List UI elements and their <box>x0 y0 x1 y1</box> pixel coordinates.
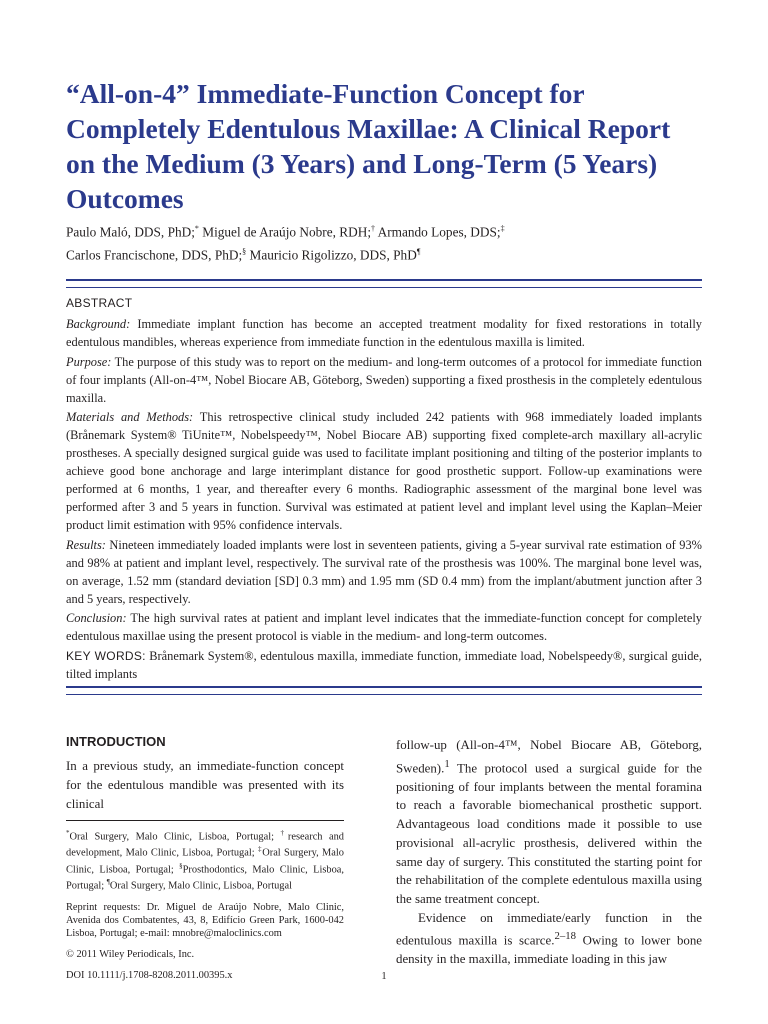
section-text: Immediate implant function has become an accepted treatment modality for fixed restorations in totally edentulous mandibles, whereas experience from immediate function in the edentulous maxilla is limited. <box>66 316 702 349</box>
abstract-conclusion <box>66 610 702 646</box>
section-text: The purpose of this study was to report on the medium- and long-term outcomes of a protocol for immediate function of four implants (All-on-4™, Nobel Biocare AB, Göteborg, Sweden) supporting a fixed prosthesis in the completely edentulous maxilla. <box>66 354 702 405</box>
author-mark: ¶ <box>416 247 421 257</box>
reprint-requests: Reprint requests: Dr. Miguel de Araújo Nobre, Malo Clinic, Avenida dos Combatentes, 43, 8, Edifício Green Park, 1600-042 Lisboa, Portugal; e-mail: mnobre@maloclinics.com <box>66 901 344 939</box>
section-label: Materials and Methods: <box>66 410 194 425</box>
section-label: Purpose: <box>66 354 112 369</box>
section-label: Conclusion: <box>66 611 127 626</box>
abstract-heading: ABSTRACT <box>66 296 133 310</box>
citation-mark: 1 <box>444 757 450 770</box>
footnote-mark: § <box>179 861 183 870</box>
abstract-results <box>66 537 702 609</box>
author-mark: † <box>371 224 376 233</box>
affiliation-text: Oral Surgery, Malo Clinic, Lisboa, Portugal <box>109 880 292 892</box>
introduction-paragraph <box>396 909 702 969</box>
abstract-keywords <box>66 648 702 684</box>
author-name: Miguel de Araújo Nobre, RDH; <box>198 224 372 240</box>
affiliations-footnote <box>66 827 344 893</box>
section-text: Nineteen immediately loaded implants were lost in seventeen patients, giving a 5-year survival rate estimation of 93% and 98% at patient and implant level, respectively. The survival rate of the prosthesis was 100%. The marginal bone level was, on average, 1.52 mm (standard deviation [SD] 0.3 mm) and 1.95 mm (SD 0.4 mm) from the implant/abutment junction after 3 and 5 years, respectively. <box>66 537 702 606</box>
footnote-mark: † <box>280 829 288 837</box>
abstract-methods <box>66 409 702 534</box>
footnote-mark: * <box>66 829 70 837</box>
affiliation-text: Oral Surgery, Malo Clinic, Lisboa, Portugal; <box>69 831 281 843</box>
section-label: Background: <box>66 316 131 331</box>
footnote-separator <box>66 820 344 821</box>
paragraph-text: The protocol used a surgical guide for the positioning of four implants between the mental foramina to reach a favorable biomechanical prosthetic support. Advantageous load conditions made it possible to use provisional all-acrylic prosthesis, delivered within the same day of surgery. This constituted the starting point for the rehabilitation of the complete edentulous maxilla using the same treatment concept. <box>396 761 702 906</box>
introduction-paragraph: In a previous study, an immediate-function concept for the edentulous mandible was presented with its clinical <box>66 759 344 811</box>
section-text: This retrospective clinical study included 242 patients with 968 immediately loaded implants (Brånemark System® TiUnite™, Nobelspeedy™, Nobel Biocare AB) supporting fixed complete-arch maxillary all-acrylic prostheses. A specially designed surgical guide was used to facilitate implant positioning and tilting of the posterior implants to achieve good bone anchorage and large interimplant distance for good prosthetic support. Follow-up examinations were performed at 6 months, 1 year, and thereafter every 6 months. Radiographic assessment of the marginal bone level was performed after 3 and 5 years in function. Survival was estimated at patient level and implant level using the Kaplan–Meier product limit estimation with 95% confidence intervals. <box>66 410 703 532</box>
affiliation-text: Oral Surgery, Malo Clinic, Lisboa, Portugal; <box>66 847 344 876</box>
right-column <box>396 736 702 969</box>
citation-mark: 2–18 <box>554 930 576 943</box>
affiliation-text: research and development, Malo Clinic, Lisboa, Portugal; <box>66 831 344 859</box>
left-column <box>66 734 344 990</box>
author-name: Carlos Francischone, DDS, PhD; <box>66 247 243 263</box>
footnote-mark: ¶ <box>106 878 110 887</box>
paragraph-text: Evidence on immediate/early function in the edentulous maxilla is scarce. <box>396 910 702 948</box>
abstract-background <box>66 316 702 352</box>
author-name: Paulo Maló, DDS, PhD; <box>66 224 195 240</box>
paragraph-text: follow-up (All-on-4™, Nobel Biocare AB, Göteborg, Sweden). <box>396 738 702 775</box>
abstract-bottom-rule <box>66 686 702 695</box>
introduction-heading: INTRODUCTION <box>66 734 166 749</box>
copyright-notice: © 2011 Wiley Periodicals, Inc. <box>66 948 195 960</box>
keywords-label: KEY WORDS: <box>66 649 146 664</box>
introduction-paragraph <box>396 736 702 909</box>
author-name: Mauricio Rigolizzo, DDS, PhD <box>246 247 417 263</box>
author-list <box>66 219 726 266</box>
abstract-block <box>66 295 702 686</box>
page-number: 1 <box>381 971 387 982</box>
section-label: Results: <box>66 537 106 552</box>
author-mark: § <box>242 247 247 257</box>
keywords-text: Brånemark System®, edentulous maxilla, immediate function, immediate load, Nobelspeedy®, surgical guide, tilted implants <box>66 649 702 682</box>
author-name: Armando Lopes, DDS; <box>375 224 501 240</box>
affiliation-text: Prosthodontics, Malo Clinic, Lisboa, Portugal; <box>66 864 345 892</box>
author-mark: ‡ <box>500 224 505 233</box>
section-text: The high survival rates at patient and implant level indicates that the immediate-function concept for completely edentulous maxillae using the present protocol is viable in the medium- and long-term outcomes. <box>66 611 702 644</box>
paragraph-text: Owing to lower bone density in the maxilla, immediate loading in this jaw <box>396 933 702 967</box>
abstract-purpose <box>66 354 702 408</box>
footnote-mark: ‡ <box>257 845 263 854</box>
abstract-top-rule <box>66 279 702 288</box>
author-mark: * <box>194 224 199 233</box>
doi-line: DOI 10.1111/j.1708-8208.2011.00395.x <box>66 969 233 981</box>
article-title: “All-on-4” Immediate-Function Concept for Completely Edentulous Maxillae: A Clinical Report on the Medium (3 Years) and Long-Term (5 Years) Outcomes <box>66 78 671 214</box>
